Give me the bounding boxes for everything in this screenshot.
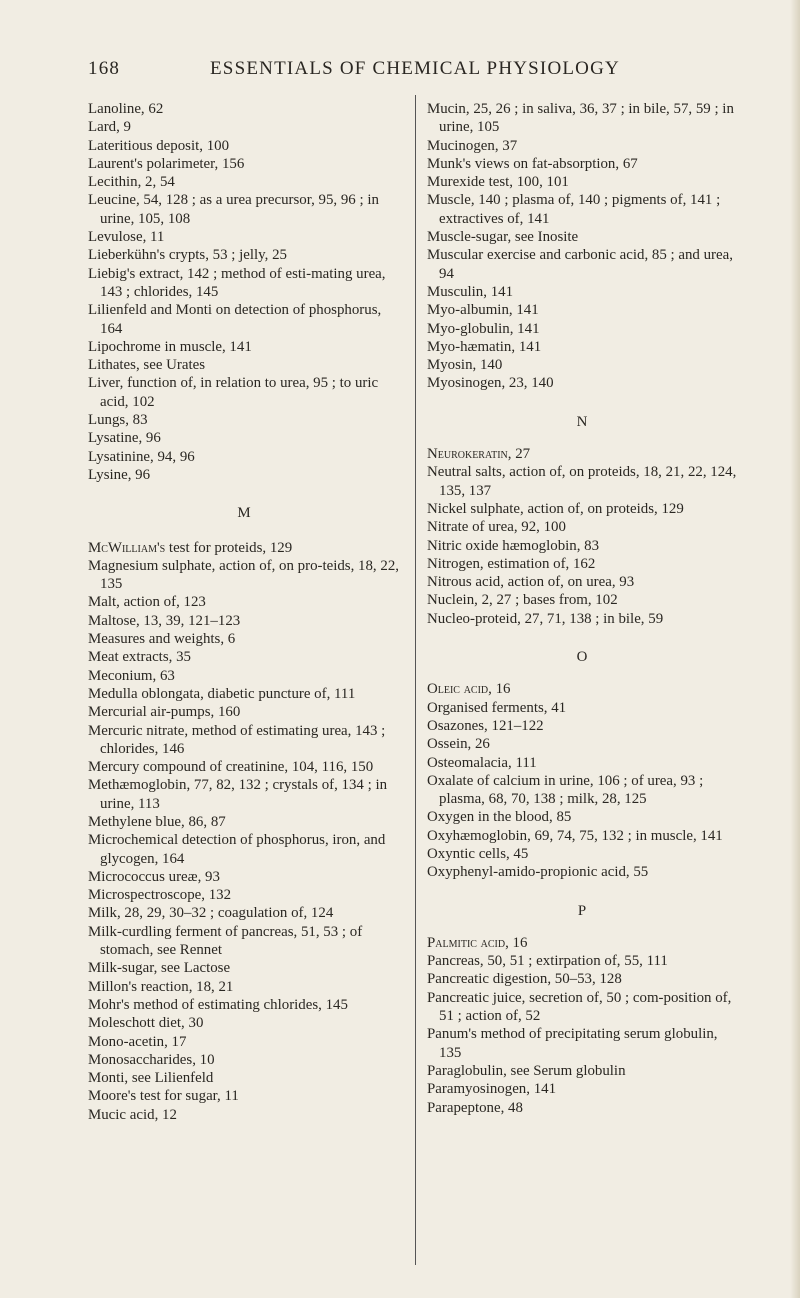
index-entry: [427, 863, 737, 881]
index-entry-text: Myosinogen, 23, 140: [427, 375, 554, 392]
index-entry-text: Lysatine, 96: [88, 430, 161, 447]
index-entry-text: Milk-sugar, see Lactose: [88, 960, 231, 977]
column-divider: [415, 95, 416, 1265]
index-entry: [88, 868, 400, 886]
index-entry: [88, 191, 400, 228]
index-entry: [427, 191, 737, 228]
index-entry-text: Methylene blue, 86, 87: [88, 813, 226, 830]
index-entry: [427, 356, 737, 374]
index-entry: [427, 320, 737, 338]
index-entry-text: Oxalate of calcium in urine, 106 ; of urea, 93 ; plasma, 68, 70, 138 ; milk, 28, 125: [427, 772, 704, 808]
index-entry: [88, 173, 400, 191]
index-entry-text: Muscle, 140 ; plasma of, 140 ; pigments of, 141 ; extractives of, 141: [427, 192, 721, 227]
index-entry-text: Oxygen in the blood, 85: [427, 809, 572, 826]
index-entry: [88, 722, 400, 759]
index-entry: [427, 137, 737, 155]
index-entry: [88, 886, 400, 904]
index-entry: [427, 827, 737, 845]
index-entry: [427, 283, 737, 301]
index-entry-text: Organised ferments, 41: [427, 699, 567, 716]
index-entry-text: Muscular exercise and carbonic acid, 85 ; and urea, 94: [427, 247, 733, 282]
index-entry: [88, 996, 400, 1014]
index-entry: [88, 246, 400, 264]
page-number: 168: [88, 58, 121, 79]
index-entry-text: Nuclein, 2, 27 ; bases from, 102: [427, 592, 618, 609]
index-entry-text: Muscle-sugar, see Inosite: [427, 229, 579, 246]
index-entry: [427, 772, 737, 809]
index-entry-text: Pancreatic digestion, 50–53, 128: [427, 971, 622, 988]
index-entry-text: Mercuric nitrate, method of estimating urea, 143 ; chlorides, 146: [88, 722, 386, 757]
index-entry-text: Pancreatic juice, secretion of, 50 ; com-position of, 51 ; action of, 52: [427, 989, 732, 1025]
index-entry-text: Oxyntic cells, 45: [427, 845, 529, 862]
index-entry-head: Oleic acid: [427, 681, 489, 698]
index-entry-text: Osazones, 121–122: [427, 717, 544, 734]
index-entry: [427, 374, 737, 392]
index-entry-text: Microspectroscope, 132: [88, 887, 232, 904]
index-entry: [88, 593, 400, 611]
index-entry-text: , 27: [507, 446, 531, 463]
index-entry-text: Panum's method of precipitating serum globulin, 135: [427, 1026, 718, 1061]
index-entry: [88, 667, 400, 685]
section-letter: P: [577, 902, 587, 919]
index-entry-text: Milk, 28, 29, 30–32 ; coagulation of, 124: [88, 905, 334, 922]
index-entry: [88, 118, 400, 136]
index-entry-text: Munk's views on fat-absorption, 67: [427, 155, 638, 172]
index-entry-text: Osteomalacia, 111: [427, 754, 537, 771]
index-entry-text: Lieberkühn's crypts, 53 ; jelly, 25: [88, 247, 287, 264]
running-title: ESSENTIALS OF CHEMICAL PHYSIOLOGY: [210, 58, 620, 79]
index-entry: [88, 374, 400, 411]
index-entry-head: Neurokeratin: [427, 446, 508, 463]
index-entry: [427, 500, 737, 518]
index-entry: [427, 717, 737, 735]
index-entry: [88, 685, 400, 703]
index-entry-text: Microchemical detection of phosphorus, iron, and glycogen, 164: [88, 832, 386, 867]
index-entry-text: Oxyhæmoglobin, 69, 74, 75, 132 ; in muscle, 141: [427, 827, 723, 844]
index-entry: [427, 301, 737, 319]
index-entry-text: Mercury compound of creatinine, 104, 116, 150: [88, 759, 374, 776]
index-entry-text: Lilienfeld and Monti on detection of phosphorus, 164: [88, 302, 382, 337]
index-entry: [427, 1062, 737, 1080]
index-entry-text: Myo-globulin, 141: [427, 320, 540, 337]
index-entry: [427, 1025, 737, 1062]
index-entry: [88, 100, 400, 118]
index-entry: [427, 555, 737, 573]
index-entry-text: Nitric oxide hæmoglobin, 83: [427, 537, 600, 554]
index-entry: [88, 356, 400, 374]
index-entry-text: Monti, see Lilienfeld: [88, 1070, 214, 1087]
section-letter: N: [576, 413, 588, 430]
index-entry: [88, 265, 400, 302]
index-entry: [88, 429, 400, 447]
index-entry-text: Mucin, 25, 26 ; in saliva, 36, 37 ; in bile, 57, 59 ; in urine, 105: [427, 101, 734, 136]
index-entry: [427, 518, 737, 536]
index-entry: [88, 648, 400, 666]
index-entry: [88, 228, 400, 246]
index-entry-text: Nitrous acid, action of, on urea, 93: [427, 574, 635, 591]
index-entry-text: Levulose, 11: [88, 229, 165, 246]
index-entry: [427, 808, 737, 826]
index-entry-text: Murexide test, 100, 101: [427, 174, 569, 191]
index-entry-text: Liebig's extract, 142 ; method of esti-mating urea, 143 ; chlorides, 145: [88, 265, 386, 300]
page-edge-shadow: [790, 0, 800, 1298]
index-entry: [427, 952, 737, 970]
index-entry-text: Musculin, 141: [427, 283, 514, 300]
index-entry-text: Lysine, 96: [88, 466, 151, 483]
index-entry-text: Nucleo-proteid, 27, 71, 138 ; in bile, 59: [427, 610, 664, 627]
index-entry: [88, 758, 400, 776]
index-entry-text: Methæmoglobin, 77, 82, 132 ; crystals of, 134 ; in urine, 113: [88, 777, 388, 812]
index-entry-text: Measures and weights, 6: [88, 631, 236, 648]
index-entry-text: Paramyosinogen, 141: [427, 1081, 557, 1098]
index-entry-text: Paraglobulin, see Serum globulin: [427, 1062, 626, 1079]
index-entry: [427, 989, 737, 1026]
index-entry: [427, 754, 737, 772]
index-entry: [88, 813, 400, 831]
index-entry-text: test for proteids, 129: [165, 539, 293, 556]
index-entry: [427, 573, 737, 591]
index-column-left: [88, 100, 400, 1124]
index-column-right: [427, 100, 737, 1117]
index-entry-text: Ossein, 26: [427, 736, 490, 753]
index-entry: [88, 301, 400, 338]
index-entry-text: Mono-acetin, 17: [88, 1033, 187, 1050]
index-entry: [88, 612, 400, 630]
index-entry: [88, 1087, 400, 1105]
index-entry: [427, 463, 737, 500]
index-entry-head: McWilliam's: [88, 539, 166, 556]
index-entry: [427, 173, 737, 191]
index-entry: [88, 1051, 400, 1069]
index-entry-text: Mucic acid, 12: [88, 1106, 177, 1123]
index-entry: [88, 959, 400, 977]
index-entry: [88, 137, 400, 155]
index-entry-text: Lanoline, 62: [88, 101, 164, 117]
index-entry: [88, 1014, 400, 1032]
index-entry-text: Moore's test for sugar, 11: [88, 1088, 239, 1105]
index-entry-text: Lungs, 83: [88, 412, 148, 429]
index-entry-text: Neutral salts, action of, on proteids, 18, 21, 22, 124, 135, 137: [427, 464, 737, 499]
index-entry-text: Milk-curdling ferment of pancreas, 51, 53 ; of stomach, see Rennet: [88, 923, 363, 959]
index-entry-text: Mohr's method of estimating chlorides, 145: [88, 996, 348, 1013]
index-entry: [427, 100, 737, 137]
index-entry-text: Malt, action of, 123: [88, 594, 206, 611]
index-entry-text: Myosin, 140: [427, 357, 503, 374]
index-entry: [88, 338, 400, 356]
index-entry-text: Lysatinine, 94, 96: [88, 448, 195, 465]
index-entry: [427, 445, 737, 463]
index-entry: [427, 934, 737, 952]
index-entry: [427, 1099, 737, 1117]
index-entry-text: Mercurial air-pumps, 160: [88, 704, 241, 721]
index-entry: [88, 923, 400, 960]
index-entry-text: Laurent's polarimeter, 156: [88, 155, 245, 172]
index-entry: [88, 448, 400, 466]
index-entry: [88, 466, 400, 484]
index-entry-text: Lithates, see Urates: [88, 357, 206, 374]
index-entry: [427, 610, 737, 628]
index-entry-text: Liver, function of, in relation to urea, 95 ; to uric acid, 102: [88, 375, 379, 410]
index-entry: [427, 591, 737, 609]
section-letter: O: [576, 649, 588, 666]
index-entry-text: Monosaccharides, 10: [88, 1051, 215, 1068]
index-entry-text: Moleschott diet, 30: [88, 1015, 204, 1032]
index-entry: [88, 630, 400, 648]
index-entry-text: Lecithin, 2, 54: [88, 174, 175, 191]
index-entry: [427, 735, 737, 753]
index-entry: [88, 1069, 400, 1087]
index-entry: [427, 155, 737, 173]
index-entry-text: Lateritious deposit, 100: [88, 137, 230, 154]
index-entry: [88, 155, 400, 173]
index-entry-text: Meat extracts, 35: [88, 649, 191, 666]
index-entry-text: Lard, 9: [88, 119, 131, 136]
index-entry-text: Leucine, 54, 128 ; as a urea precursor, 95, 96 ; in urine, 105, 108: [88, 192, 379, 227]
index-entry-text: Medulla oblongata, diabetic puncture of, 111: [88, 685, 356, 702]
index-entry: [88, 776, 400, 813]
index-entry-text: Nickel sulphate, action of, on proteids, 129: [427, 500, 684, 517]
index-entry: [88, 831, 400, 868]
index-entry-text: Nitrogen, estimation of, 162: [427, 555, 596, 572]
index-entry: [88, 1106, 400, 1124]
index-entry-text: Micrococcus ureæ, 93: [88, 868, 220, 885]
index-entry-text: Meconium, 63: [88, 667, 175, 684]
index-entry: [427, 845, 737, 863]
index-entry-text: Magnesium sulphate, action of, on pro-teids, 18, 22, 135: [88, 557, 399, 593]
index-entry: [427, 246, 737, 283]
index-entry: [427, 680, 737, 698]
index-entry-text: Maltose, 13, 39, 121–123: [88, 612, 241, 629]
index-entry-text: Mucinogen, 37: [427, 137, 518, 154]
index-entry-text: Pancreas, 50, 51 ; extirpation of, 55, 111: [427, 953, 668, 970]
index-entry: [88, 703, 400, 721]
section-letter: M: [237, 505, 251, 522]
index-entry: [88, 557, 400, 594]
index-entry-text: Myo-albumin, 141: [427, 302, 539, 319]
index-entry: [88, 539, 400, 557]
index-entry-text: Parapeptone, 48: [427, 1099, 523, 1116]
index-entry: [88, 411, 400, 429]
index-entry-text: Lipochrome in muscle, 141: [88, 338, 252, 355]
index-entry: [427, 1080, 737, 1098]
index-entry: [427, 228, 737, 246]
index-entry: [88, 1033, 400, 1051]
index-entry: [427, 537, 737, 555]
index-entry: [427, 338, 737, 356]
index-entry-text: Millon's reaction, 18, 21: [88, 978, 234, 995]
index-entry: [88, 904, 400, 922]
index-entry-text: Oxyphenyl-amido-propionic acid, 55: [427, 864, 649, 881]
index-entry: [427, 699, 737, 717]
index-entry: [427, 970, 737, 988]
index-entry-text: Myo-hæmatin, 141: [427, 338, 542, 355]
index-entry: [88, 978, 400, 996]
index-entry-text: , 16: [488, 681, 511, 698]
index-entry-head: Palmitic acid: [427, 934, 506, 951]
index-entry-text: , 16: [505, 934, 528, 951]
index-entry-text: Nitrate of urea, 92, 100: [427, 519, 566, 536]
